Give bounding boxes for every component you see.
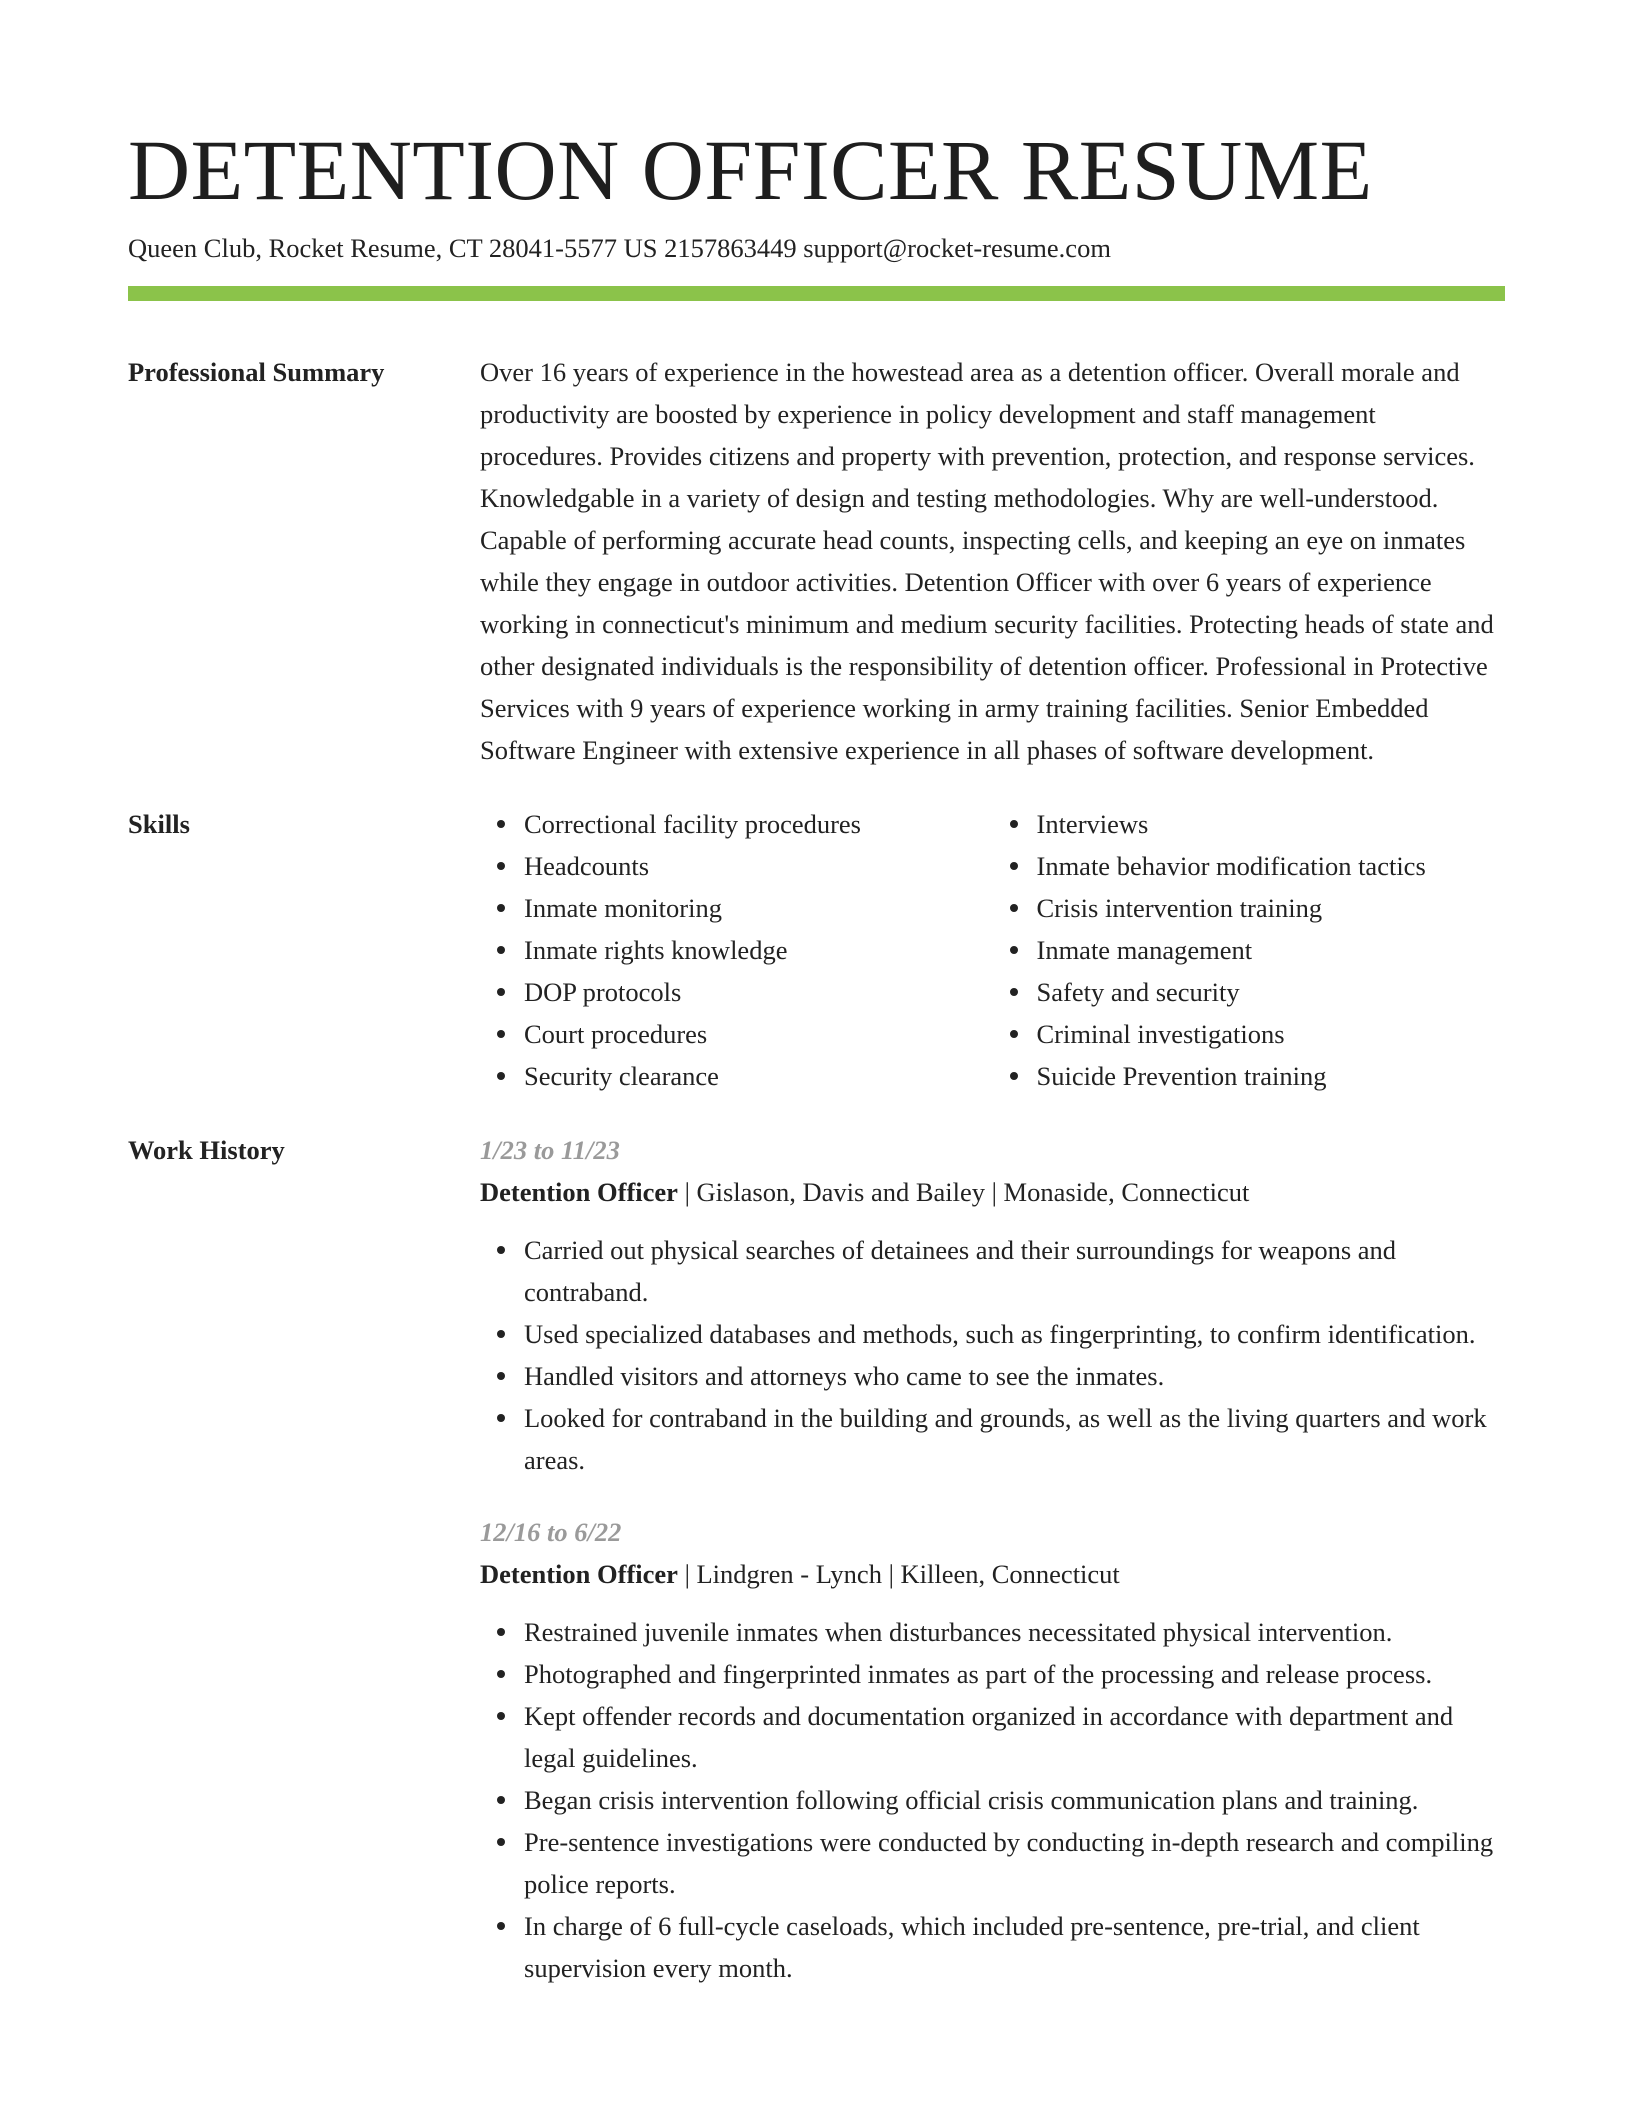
skill-item: Safety and security [1037, 971, 1506, 1013]
summary-text: Over 16 years of experience in the howestead area as a detention officer. Overall morale and productivity are boosted by experience in policy development and staff management procedures. Provides citizens and property with prevention, protection, and response services. Knowledgable in a variety of design and testing methodologies. Why are well-understood. Capable of performing accurate head counts, inspecting cells, and keeping an eye on inmates while they engage in outdoor activities. Detention Officer with over 6 years of experience working in connecticut's minimum and medium security facilities. Protecting heads of state and other designated individuals is the responsibility of detention officer. Professional in Protective Services with 9 years of experience working in army training facilities. Senior Embedded Software Engineer with extensive experience in all phases of software development. [480, 357, 1494, 765]
skills-section [128, 803, 1505, 1097]
job-heading [480, 1553, 1505, 1595]
job-bullets [480, 1611, 1505, 1989]
section-label: Professional Summary [128, 357, 385, 387]
skills-column-right [993, 803, 1506, 1097]
skill-item: Inmate rights knowledge [524, 929, 993, 971]
skill-item: Security clearance [524, 1055, 993, 1097]
job-bullet: Pre-sentence investigations were conducted by conducting in-depth research and compiling police reports. [524, 1821, 1505, 1905]
skill-item: Correctional facility procedures [524, 803, 993, 845]
job-bullet: Kept offender records and documentation organized in accordance with department and legal guidelines. [524, 1695, 1505, 1779]
job-bullet: Looked for contraband in the building and grounds, as well as the living quarters and work areas. [524, 1397, 1505, 1481]
job-date: 1/23 to 11/23 [480, 1135, 620, 1165]
section-label: Skills [128, 809, 190, 839]
job-title: Detention Officer [480, 1559, 678, 1589]
job-entry [480, 1129, 1505, 1481]
skill-item: Crisis intervention training [1037, 887, 1506, 929]
job-bullet: In charge of 6 full-cycle caseloads, which included pre-sentence, pre-trial, and client supervision every month. [524, 1905, 1505, 1989]
job-details: | Lindgren - Lynch | Killeen, Connecticut [677, 1559, 1120, 1589]
job-date: 12/16 to 6/22 [480, 1517, 622, 1547]
job-bullet: Handled visitors and attorneys who came to see the inmates. [524, 1355, 1505, 1397]
section-body [480, 1129, 1505, 2019]
section-body [480, 351, 1505, 771]
job-heading [480, 1171, 1505, 1213]
resume-page [128, 118, 1505, 2019]
job-bullet: Restrained juvenile inmates when disturbances necessitated physical intervention. [524, 1611, 1505, 1653]
professional-summary-section [128, 351, 1505, 771]
skill-item: DOP protocols [524, 971, 993, 1013]
accent-divider [128, 286, 1505, 301]
skill-item: Inmate monitoring [524, 887, 993, 929]
job-entry [480, 1511, 1505, 1989]
section-label: Work History [128, 1135, 285, 1165]
job-details: | Gislason, Davis and Bailey | Monaside, Connecticut [677, 1177, 1250, 1207]
job-bullet: Used specialized databases and methods, such as fingerprinting, to confirm identification. [524, 1313, 1505, 1355]
job-bullets [480, 1229, 1505, 1481]
skill-item: Inmate behavior modification tactics [1037, 845, 1506, 887]
job-bullet: Began crisis intervention following official crisis communication plans and training. [524, 1779, 1505, 1821]
skills-column-left [480, 803, 993, 1097]
skill-item: Headcounts [524, 845, 993, 887]
skill-item: Inmate management [1037, 929, 1506, 971]
resume-title: DETENTION OFFICER RESUME [128, 122, 1373, 218]
contact-info: Queen Club, Rocket Resume, CT 28041-5577 US 2157863449 support@rocket-resume.com [128, 233, 1111, 263]
job-title: Detention Officer [480, 1177, 678, 1207]
skill-item: Criminal investigations [1037, 1013, 1506, 1055]
job-bullet: Photographed and fingerprinted inmates as part of the processing and release process. [524, 1653, 1505, 1695]
work-history-section [128, 1129, 1505, 2019]
skill-item: Interviews [1037, 803, 1506, 845]
job-bullet: Carried out physical searches of detainees and their surroundings for weapons and contraband. [524, 1229, 1505, 1313]
skills-list [480, 803, 1505, 1097]
skill-item: Court procedures [524, 1013, 993, 1055]
skill-item: Suicide Prevention training [1037, 1055, 1506, 1097]
